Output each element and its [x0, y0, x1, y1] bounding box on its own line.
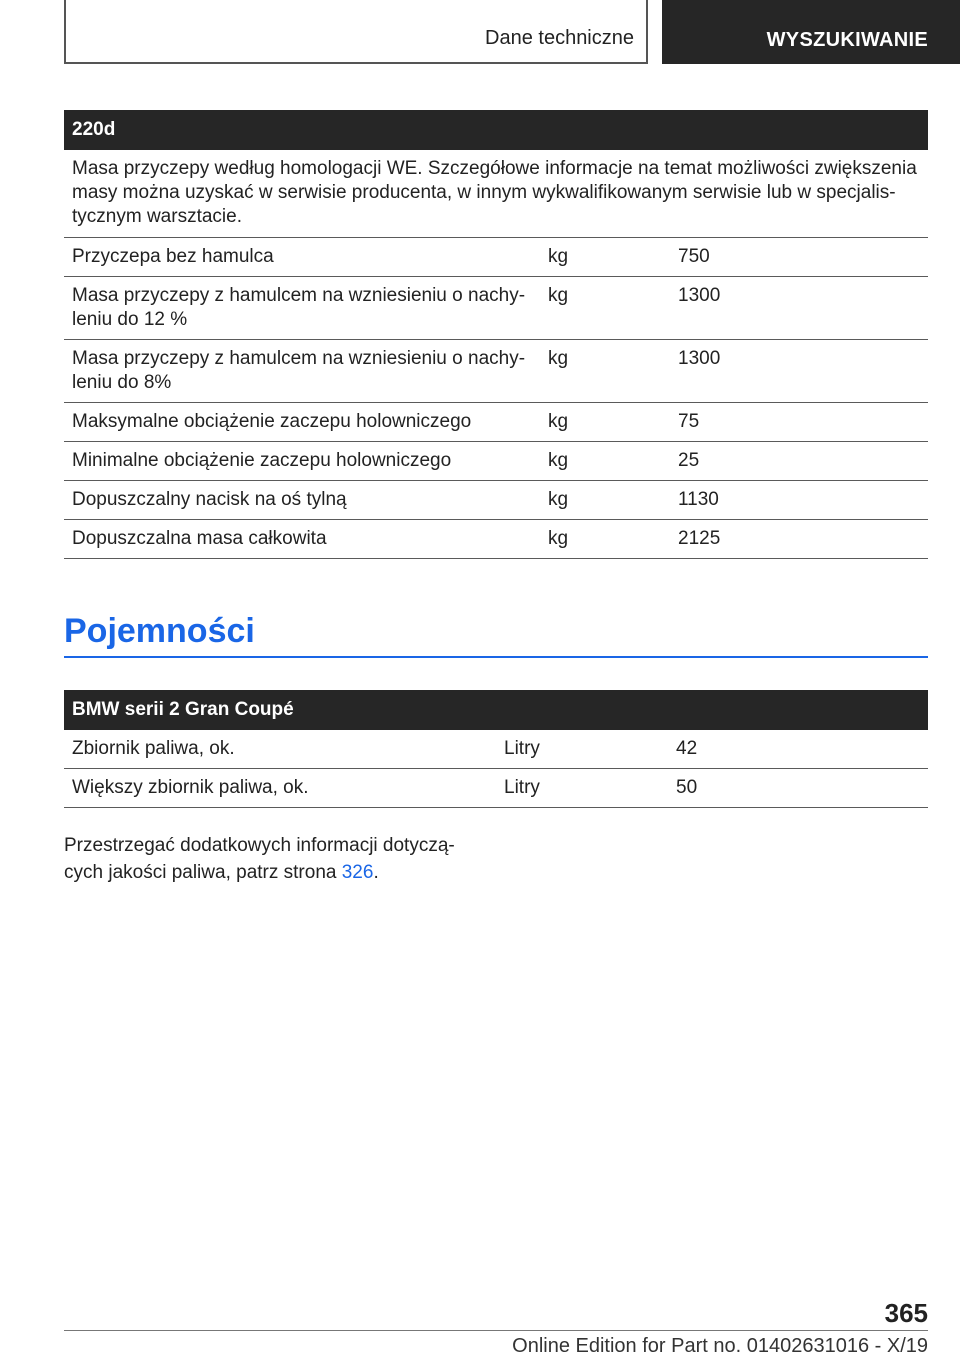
capacities-table-title: BMW serii 2 Gran Coupé	[64, 690, 928, 730]
table-row	[64, 403, 928, 442]
table-row	[64, 442, 928, 481]
trailer-table-header	[64, 110, 928, 150]
trailer-note-row	[64, 150, 928, 238]
row-value: 42	[668, 730, 928, 769]
capacities-table	[64, 690, 928, 808]
table-row	[64, 730, 928, 769]
search-button[interactable]	[662, 0, 960, 64]
page-number: 365	[884, 1298, 928, 1328]
row-label: Maksymalne obciążenie zaczepu holowniczego	[64, 403, 540, 442]
row-unit: kg	[540, 277, 670, 340]
row-value: 75	[670, 403, 928, 442]
table-row	[64, 238, 928, 277]
section-heading-capacities: Pojemności	[64, 612, 928, 658]
row-unit: kg	[540, 340, 670, 403]
row-unit: kg	[540, 403, 670, 442]
table-row	[64, 769, 928, 808]
table-row	[64, 481, 928, 520]
footer-divider	[64, 1330, 928, 1331]
row-value: 750	[670, 238, 928, 277]
note-text: Przestrzegać dodatkowych informacji dotyczących jakości paliwa, patrz strona	[64, 835, 455, 883]
row-unit: kg	[540, 238, 670, 277]
row-value: 2125	[670, 520, 928, 559]
search-button-label: WYSZUKIWANIE	[766, 29, 928, 51]
row-unit: Litry	[496, 730, 668, 769]
table-row	[64, 277, 928, 340]
row-label: Dopuszczalny nacisk na oś tylną	[64, 481, 540, 520]
trailer-table	[64, 110, 928, 559]
row-unit: kg	[540, 481, 670, 520]
row-label: Przyczepa bez hamulca	[64, 238, 540, 277]
note-end: .	[373, 862, 379, 883]
row-value: 50	[668, 769, 928, 808]
row-label: Większy zbiornik paliwa, ok.	[64, 769, 496, 808]
row-label: Dopuszczalna masa całkowita	[64, 520, 540, 559]
table-row	[64, 340, 928, 403]
page-reference-link[interactable]: 326	[341, 862, 374, 883]
header-section-title[interactable]	[64, 0, 648, 64]
row-unit: kg	[540, 520, 670, 559]
row-value: 1130	[670, 481, 928, 520]
row-label: Masa przyczepy z hamulcem na wzniesieniu o nachyleniu do 12 %	[64, 277, 540, 340]
row-value: 25	[670, 442, 928, 481]
trailer-table-title: 220d	[64, 110, 928, 150]
row-unit: Litry	[496, 769, 668, 808]
row-unit: kg	[540, 442, 670, 481]
row-label: Masa przyczepy z hamulcem na wzniesieniu o nachyleniu do 8%	[64, 340, 540, 403]
header-section-label: Dane techniczne	[485, 27, 634, 49]
row-value: 1300	[670, 340, 928, 403]
table-row	[64, 520, 928, 559]
row-label: Minimalne obciążenie zaczepu holowniczego	[64, 442, 540, 481]
row-value: 1300	[670, 277, 928, 340]
capacities-table-header	[64, 690, 928, 730]
fuel-quality-note	[64, 832, 484, 886]
footer-edition: Online Edition for Part no. 01402631016 - X/19	[512, 1335, 928, 1357]
trailer-note: Masa przyczepy według homologacji WE. Szczegółowe informacje na temat możliwości zwiększenia masy można uzyskać w serwisie producenta, w innym wykwalifikowanym serwisie lub w specjalistycznym warsztacie.	[64, 150, 928, 238]
row-label: Zbiornik paliwa, ok.	[64, 730, 496, 769]
